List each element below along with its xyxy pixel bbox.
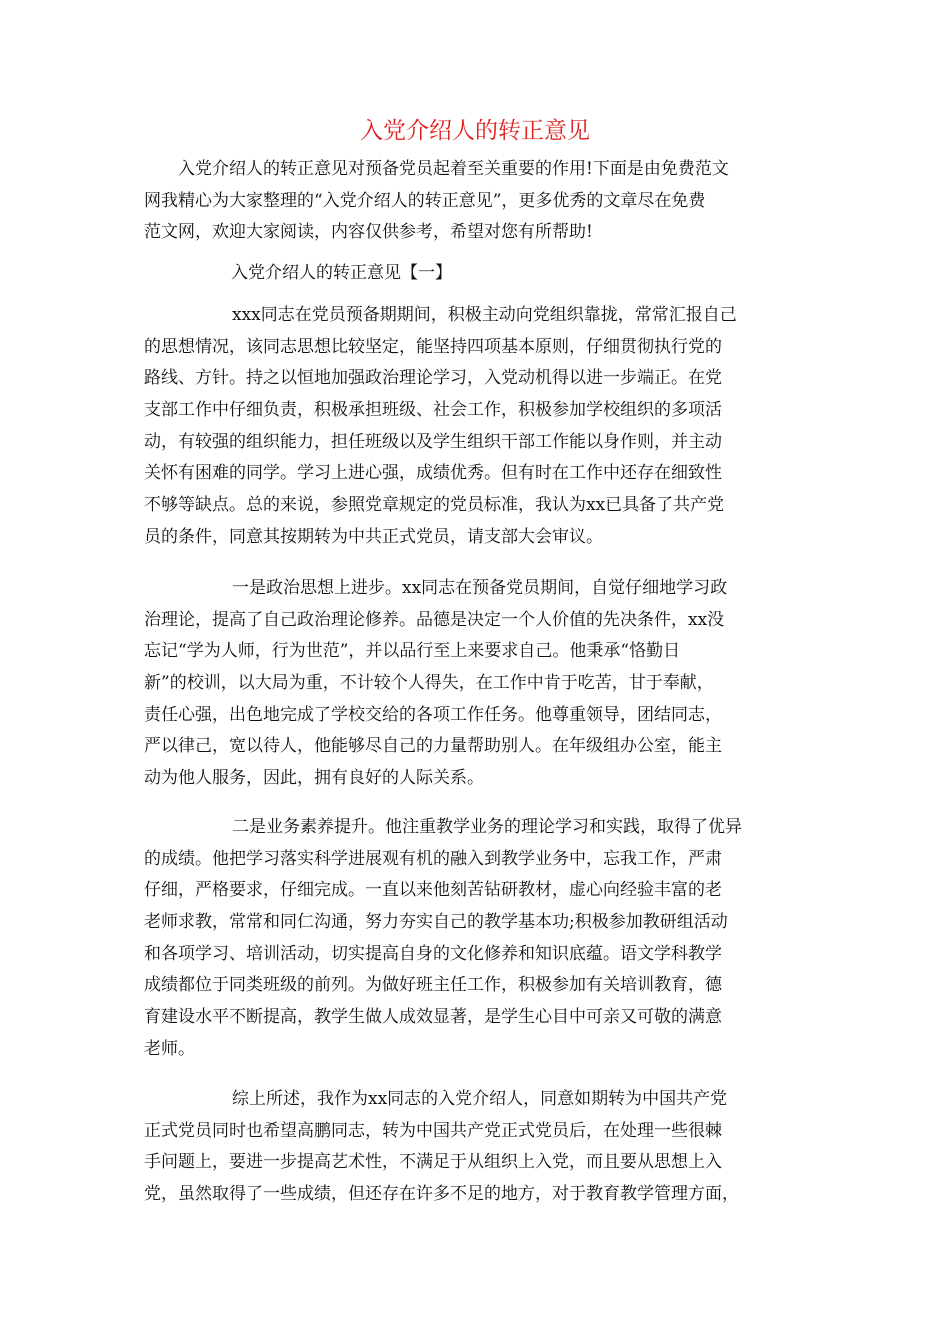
paragraph-line: 正式党员同时也希望高鹏同志，转为中国共产党正式党员后，在处理一些很棘 (144, 1120, 722, 1141)
paragraph-line: 动，有较强的组织能力，担任班级以及学生组织干部工作能以身作则，并主动 (144, 431, 722, 452)
paragraph-line: 党，虽然取得了一些成绩，但还存在许多不足的地方，对于教育教学管理方面， (144, 1184, 739, 1205)
intro-line: 范文网，欢迎大家阅读，内容仅供参考，希望对您有所帮助! (144, 222, 593, 243)
document-title: 入党介绍人的转正意见 (360, 118, 590, 144)
paragraph-line: 责任心强，出色地完成了学校交给的各项工作任务。他尊重领导，团结同志， (144, 704, 722, 725)
paragraph-line: 老师。 (144, 1038, 195, 1059)
paragraph-line: 动为他人服务，因此，拥有良好的人际关系。 (144, 768, 484, 789)
body-paragraph-4 (144, 1084, 808, 1211)
paragraph-line: 育建设水平不断提高，教学生做人成效显著，是学生心目中可亲又可敬的满意 (144, 1007, 722, 1028)
body-paragraph-1 (144, 300, 808, 554)
paragraph-line: 的思想情况，该同志思想比较坚定，能坚持四项基本原则，仔细贯彻执行党的 (144, 336, 722, 357)
paragraph-line: xxx同志在党员预备期期间，积极主动向党组织靠拢，常常汇报自己 (232, 305, 737, 325)
body-paragraph-2 (144, 573, 808, 795)
intro-line: 入党介绍人的转正意见对预备党员起着至关重要的作用!下面是由免费范文 (178, 159, 729, 179)
paragraph-line: 不够等缺点。总的来说，参照党章规定的党员标准，我认为xx已具备了共产党 (144, 495, 725, 516)
paragraph-line: 忘记“学为人师，行为世范”，并以品行至上来要求自己。他秉承“恪勤日 (144, 641, 681, 662)
paragraph-line: 治理论，提高了自己政治理论修养。品德是决定一个人价值的先决条件，xx没 (144, 609, 725, 630)
paragraph-line: 手问题上，要进一步提高艺术性，不满足于从组织上入党，而且要从思想上入 (144, 1152, 722, 1173)
paragraph-line: 和各项学习、培训活动，切实提高自身的文化修养和知识底蕴。语文学科教学 (144, 943, 722, 964)
paragraph-line: 关怀有困难的同学。学习上进心强，成绩优秀。但有时在工作中还存在细致性 (144, 463, 722, 484)
paragraph-line: 支部工作中仔细负责，积极承担班级、社会工作，积极参加学校组织的多项活 (144, 400, 722, 421)
paragraph-line: 的成绩。他把学习落实科学进展观有机的融入到教学业务中，忘我工作，严肃 (144, 848, 722, 869)
body-paragraph-3 (144, 812, 808, 1066)
intro-line: 网我精心为大家整理的“入党介绍人的转正意见”，更多优秀的文章尽在免费 (144, 190, 706, 211)
paragraph-line: 路线、方针。持之以恒地加强政治理论学习，入党动机得以进一步端正。在党 (144, 368, 722, 389)
paragraph-line: 老师求教，常常和同仁沟通，努力夯实自己的教学基本功;积极参加教研组活动 (144, 912, 728, 933)
paragraph-line: 仔细，严格要求，仔细完成。一直以来他刻苦钻研教材，虚心向经验丰富的老 (144, 880, 722, 901)
paragraph-line: 一是政治思想上进步。xx同志在预备党员期间，自觉仔细地学习政 (232, 578, 728, 598)
paragraph-line: 综上所述，我作为xx同志的入党介绍人，同意如期转为中国共产党 (232, 1089, 728, 1109)
intro-paragraph (144, 154, 808, 249)
section-heading: 入党介绍人的转正意见【一】 (231, 263, 452, 283)
paragraph-line: 员的条件，同意其按期转为中共正式党员，请支部大会审议。 (144, 526, 603, 547)
paragraph-line: 成绩都位于同类班级的前列。为做好班主任工作，积极参加有关培训教育，德 (144, 975, 722, 996)
paragraph-line: 新”的校训，以大局为重，不计较个人得失，在工作中肯于吃苦，甘于奉献， (144, 673, 714, 694)
paragraph-line: 严以律己，宽以待人，他能够尽自己的力量帮助别人。在年级组办公室，能主 (144, 736, 722, 757)
paragraph-line: 二是业务素养提升。他注重教学业务的理论学习和实践，取得了优异 (232, 817, 742, 837)
